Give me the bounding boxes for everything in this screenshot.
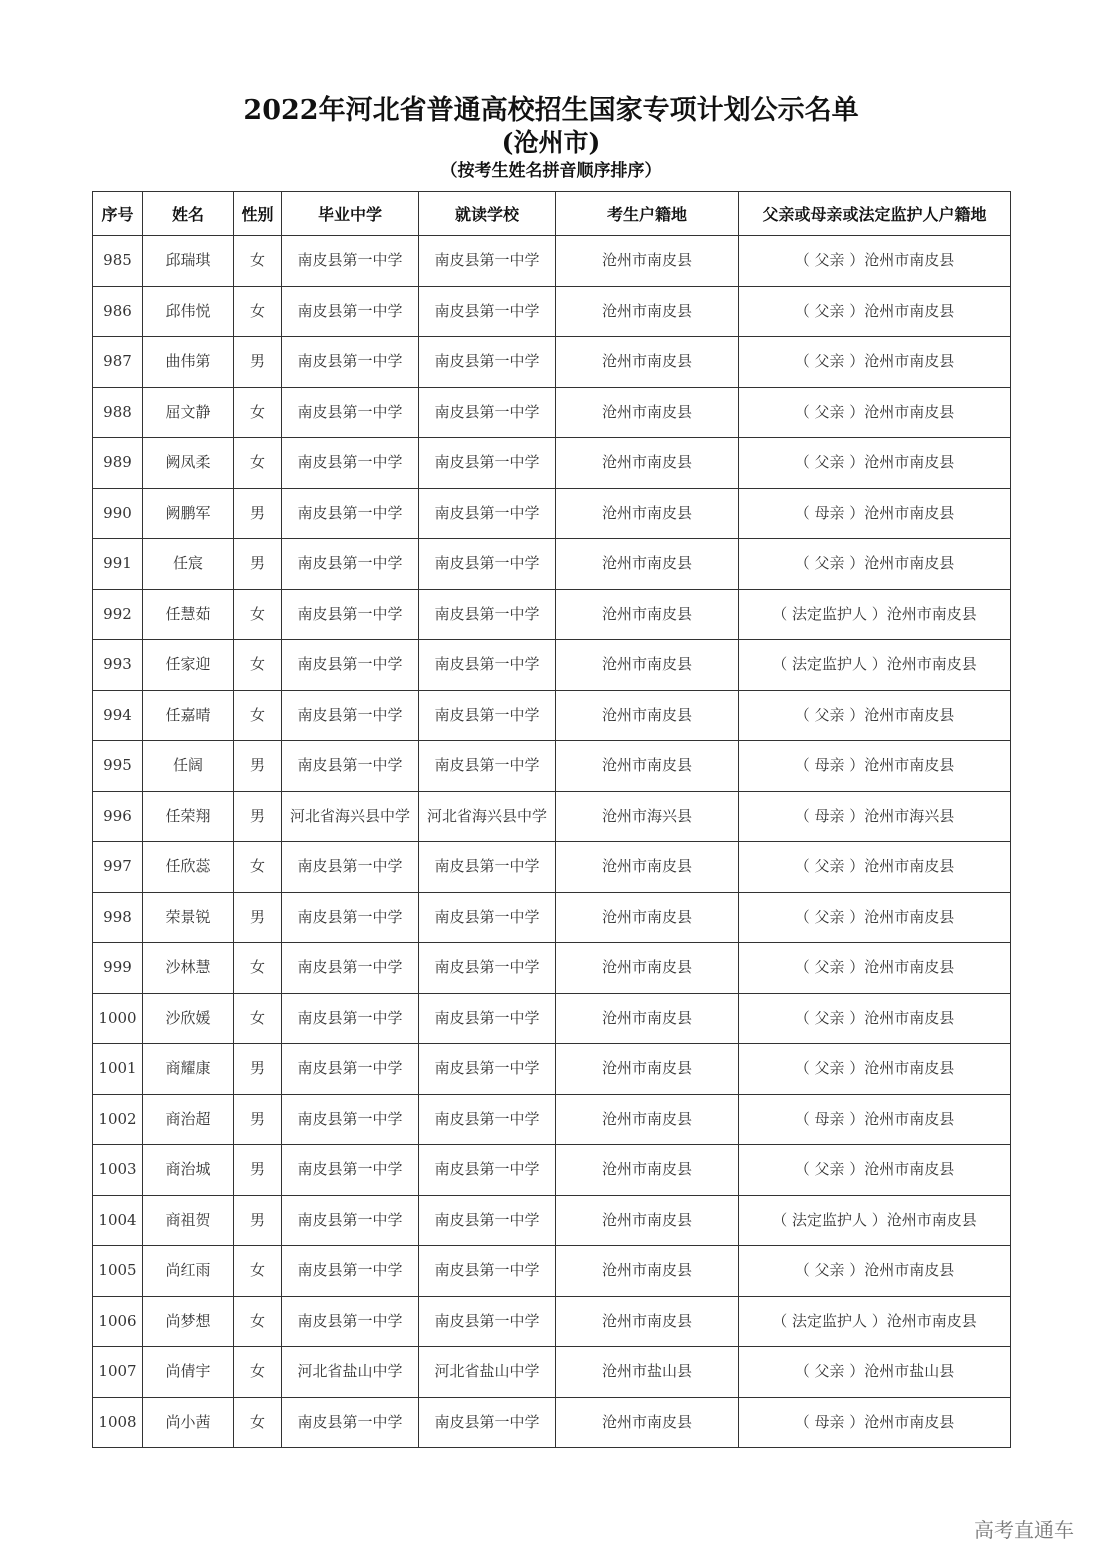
cell-guardian-residence: （ 母亲 ）沧州市南皮县 bbox=[739, 1094, 1011, 1145]
cell-current-school: 南皮县第一中学 bbox=[419, 488, 556, 539]
cell-guardian-residence: （ 父亲 ）沧州市南皮县 bbox=[739, 1044, 1011, 1095]
cell-name: 任家迎 bbox=[143, 640, 234, 691]
cell-name: 邱伟悦 bbox=[143, 286, 234, 337]
cell-residence: 沧州市南皮县 bbox=[556, 539, 739, 590]
cell-residence: 沧州市南皮县 bbox=[556, 337, 739, 388]
col-header-name: 姓名 bbox=[143, 192, 234, 236]
cell-gender: 男 bbox=[234, 539, 282, 590]
cell-gender: 女 bbox=[234, 690, 282, 741]
table-row bbox=[93, 791, 1011, 842]
table-row bbox=[93, 993, 1011, 1044]
table-row bbox=[93, 236, 1011, 287]
cell-gender: 女 bbox=[234, 943, 282, 994]
cell-index: 991 bbox=[93, 539, 143, 590]
sort-note: （按考生姓名拼音顺序排序） bbox=[440, 161, 662, 181]
cell-graduated-school: 南皮县第一中学 bbox=[282, 1246, 419, 1297]
table-row bbox=[93, 337, 1011, 388]
cell-graduated-school: 南皮县第一中学 bbox=[282, 741, 419, 792]
cell-graduated-school: 南皮县第一中学 bbox=[282, 286, 419, 337]
cell-guardian-residence: （ 父亲 ）沧州市南皮县 bbox=[739, 236, 1011, 287]
cell-current-school: 河北省海兴县中学 bbox=[419, 791, 556, 842]
cell-gender: 女 bbox=[234, 387, 282, 438]
cell-gender: 女 bbox=[234, 640, 282, 691]
cell-guardian-residence: （ 父亲 ）沧州市南皮县 bbox=[739, 438, 1011, 489]
cell-residence: 沧州市盐山县 bbox=[556, 1347, 739, 1398]
cell-graduated-school: 南皮县第一中学 bbox=[282, 1296, 419, 1347]
table-row bbox=[93, 286, 1011, 337]
cell-guardian-residence: （ 父亲 ）沧州市南皮县 bbox=[739, 387, 1011, 438]
cell-index: 1000 bbox=[93, 993, 143, 1044]
cell-graduated-school: 南皮县第一中学 bbox=[282, 1195, 419, 1246]
col-header-guardian-residence: 父亲或母亲或法定监护人户籍地 bbox=[739, 192, 1011, 236]
cell-gender: 女 bbox=[234, 993, 282, 1044]
cell-guardian-residence: （ 父亲 ）沧州市南皮县 bbox=[739, 943, 1011, 994]
cell-guardian-residence: （ 父亲 ）沧州市南皮县 bbox=[739, 690, 1011, 741]
cell-name: 任慧茹 bbox=[143, 589, 234, 640]
cell-gender: 女 bbox=[234, 286, 282, 337]
cell-residence: 沧州市南皮县 bbox=[556, 286, 739, 337]
cell-current-school: 南皮县第一中学 bbox=[419, 1145, 556, 1196]
cell-residence: 沧州市南皮县 bbox=[556, 640, 739, 691]
cell-gender: 女 bbox=[234, 1397, 282, 1448]
cell-gender: 女 bbox=[234, 1347, 282, 1398]
cell-guardian-residence: （ 法定监护人 ）沧州市南皮县 bbox=[739, 1195, 1011, 1246]
cell-index: 1006 bbox=[93, 1296, 143, 1347]
table-row bbox=[93, 488, 1011, 539]
cell-name: 沙欣媛 bbox=[143, 993, 234, 1044]
cell-residence: 沧州市南皮县 bbox=[556, 387, 739, 438]
cell-current-school: 南皮县第一中学 bbox=[419, 993, 556, 1044]
table-header-row bbox=[93, 192, 1011, 236]
col-header-gender: 性别 bbox=[234, 192, 282, 236]
col-header-current-school: 就读学校 bbox=[419, 192, 556, 236]
cell-current-school: 河北省盐山中学 bbox=[419, 1347, 556, 1398]
table-row bbox=[93, 1145, 1011, 1196]
cell-gender: 男 bbox=[234, 892, 282, 943]
cell-current-school: 南皮县第一中学 bbox=[419, 438, 556, 489]
cell-name: 商治超 bbox=[143, 1094, 234, 1145]
table-row bbox=[93, 1246, 1011, 1297]
cell-gender: 男 bbox=[234, 1094, 282, 1145]
cell-index: 1003 bbox=[93, 1145, 143, 1196]
cell-name: 曲伟第 bbox=[143, 337, 234, 388]
cell-guardian-residence: （ 父亲 ）沧州市南皮县 bbox=[739, 1246, 1011, 1297]
cell-name: 尚红雨 bbox=[143, 1246, 234, 1297]
cell-current-school: 南皮县第一中学 bbox=[419, 690, 556, 741]
watermark: 高考直通车 bbox=[974, 1518, 1074, 1542]
cell-residence: 沧州市南皮县 bbox=[556, 892, 739, 943]
table-row bbox=[93, 892, 1011, 943]
cell-gender: 女 bbox=[234, 842, 282, 893]
col-header-graduated-school: 毕业中学 bbox=[282, 192, 419, 236]
cell-index: 997 bbox=[93, 842, 143, 893]
cell-graduated-school: 南皮县第一中学 bbox=[282, 690, 419, 741]
cell-guardian-residence: （ 父亲 ）沧州市南皮县 bbox=[739, 286, 1011, 337]
cell-guardian-residence: （ 母亲 ）沧州市南皮县 bbox=[739, 488, 1011, 539]
table-row bbox=[93, 539, 1011, 590]
cell-current-school: 南皮县第一中学 bbox=[419, 640, 556, 691]
cell-gender: 男 bbox=[234, 488, 282, 539]
table-row bbox=[93, 1397, 1011, 1448]
cell-current-school: 南皮县第一中学 bbox=[419, 1044, 556, 1095]
cell-guardian-residence: （ 父亲 ）沧州市南皮县 bbox=[739, 842, 1011, 893]
cell-graduated-school: 南皮县第一中学 bbox=[282, 539, 419, 590]
cell-name: 商祖贺 bbox=[143, 1195, 234, 1246]
cell-graduated-school: 南皮县第一中学 bbox=[282, 387, 419, 438]
cell-guardian-residence: （ 母亲 ）沧州市南皮县 bbox=[739, 1397, 1011, 1448]
table-body bbox=[93, 236, 1011, 1448]
table-row bbox=[93, 640, 1011, 691]
cell-graduated-school: 南皮县第一中学 bbox=[282, 892, 419, 943]
cell-index: 1007 bbox=[93, 1347, 143, 1398]
cell-graduated-school: 南皮县第一中学 bbox=[282, 842, 419, 893]
cell-gender: 男 bbox=[234, 1145, 282, 1196]
cell-index: 994 bbox=[93, 690, 143, 741]
cell-residence: 沧州市南皮县 bbox=[556, 1397, 739, 1448]
cell-graduated-school: 河北省海兴县中学 bbox=[282, 791, 419, 842]
cell-index: 999 bbox=[93, 943, 143, 994]
cell-guardian-residence: （ 法定监护人 ）沧州市南皮县 bbox=[739, 1296, 1011, 1347]
cell-index: 988 bbox=[93, 387, 143, 438]
cell-current-school: 南皮县第一中学 bbox=[419, 337, 556, 388]
cell-current-school: 南皮县第一中学 bbox=[419, 387, 556, 438]
cell-residence: 沧州市南皮县 bbox=[556, 1094, 739, 1145]
cell-guardian-residence: （ 父亲 ）沧州市南皮县 bbox=[739, 892, 1011, 943]
cell-gender: 女 bbox=[234, 236, 282, 287]
cell-index: 986 bbox=[93, 286, 143, 337]
cell-index: 1005 bbox=[93, 1246, 143, 1297]
cell-gender: 男 bbox=[234, 1195, 282, 1246]
table-row bbox=[93, 1347, 1011, 1398]
cell-current-school: 南皮县第一中学 bbox=[419, 741, 556, 792]
cell-graduated-school: 南皮县第一中学 bbox=[282, 1094, 419, 1145]
cell-residence: 沧州市南皮县 bbox=[556, 1296, 739, 1347]
table-row bbox=[93, 842, 1011, 893]
cell-current-school: 南皮县第一中学 bbox=[419, 842, 556, 893]
cell-index: 1008 bbox=[93, 1397, 143, 1448]
cell-graduated-school: 南皮县第一中学 bbox=[282, 337, 419, 388]
cell-current-school: 南皮县第一中学 bbox=[419, 236, 556, 287]
table-row bbox=[93, 387, 1011, 438]
cell-name: 商治城 bbox=[143, 1145, 234, 1196]
document-subtitle: (沧州市) bbox=[501, 128, 601, 157]
cell-index: 987 bbox=[93, 337, 143, 388]
cell-gender: 女 bbox=[234, 589, 282, 640]
cell-name: 尚梦想 bbox=[143, 1296, 234, 1347]
cell-residence: 沧州市南皮县 bbox=[556, 438, 739, 489]
table-row bbox=[93, 943, 1011, 994]
cell-index: 993 bbox=[93, 640, 143, 691]
table-row bbox=[93, 741, 1011, 792]
cell-residence: 沧州市南皮县 bbox=[556, 1145, 739, 1196]
cell-index: 995 bbox=[93, 741, 143, 792]
cell-name: 任宸 bbox=[143, 539, 234, 590]
cell-current-school: 南皮县第一中学 bbox=[419, 286, 556, 337]
cell-gender: 男 bbox=[234, 1044, 282, 1095]
cell-guardian-residence: （ 法定监护人 ）沧州市南皮县 bbox=[739, 589, 1011, 640]
cell-current-school: 南皮县第一中学 bbox=[419, 943, 556, 994]
cell-name: 任嘉晴 bbox=[143, 690, 234, 741]
cell-name: 尚倩宇 bbox=[143, 1347, 234, 1398]
cell-gender: 男 bbox=[234, 791, 282, 842]
cell-graduated-school: 南皮县第一中学 bbox=[282, 1397, 419, 1448]
cell-name: 沙林慧 bbox=[143, 943, 234, 994]
cell-guardian-residence: （ 母亲 ）沧州市海兴县 bbox=[739, 791, 1011, 842]
cell-gender: 男 bbox=[234, 337, 282, 388]
cell-residence: 沧州市南皮县 bbox=[556, 236, 739, 287]
cell-current-school: 南皮县第一中学 bbox=[419, 1246, 556, 1297]
cell-graduated-school: 南皮县第一中学 bbox=[282, 589, 419, 640]
cell-current-school: 南皮县第一中学 bbox=[419, 539, 556, 590]
cell-gender: 女 bbox=[234, 1246, 282, 1297]
cell-current-school: 南皮县第一中学 bbox=[419, 1094, 556, 1145]
cell-residence: 沧州市南皮县 bbox=[556, 1195, 739, 1246]
cell-graduated-school: 南皮县第一中学 bbox=[282, 488, 419, 539]
cell-residence: 沧州市南皮县 bbox=[556, 1044, 739, 1095]
cell-guardian-residence: （ 父亲 ）沧州市南皮县 bbox=[739, 993, 1011, 1044]
cell-guardian-residence: （ 法定监护人 ）沧州市南皮县 bbox=[739, 640, 1011, 691]
cell-graduated-school: 河北省盐山中学 bbox=[282, 1347, 419, 1398]
cell-guardian-residence: （ 父亲 ）沧州市南皮县 bbox=[739, 337, 1011, 388]
cell-graduated-school: 南皮县第一中学 bbox=[282, 993, 419, 1044]
cell-residence: 沧州市南皮县 bbox=[556, 943, 739, 994]
cell-index: 985 bbox=[93, 236, 143, 287]
cell-residence: 沧州市南皮县 bbox=[556, 488, 739, 539]
col-header-index: 序号 bbox=[93, 192, 143, 236]
table-row bbox=[93, 1195, 1011, 1246]
table-row bbox=[93, 1044, 1011, 1095]
cell-index: 1002 bbox=[93, 1094, 143, 1145]
cell-name: 任阔 bbox=[143, 741, 234, 792]
cell-name: 荣景锐 bbox=[143, 892, 234, 943]
cell-guardian-residence: （ 父亲 ）沧州市南皮县 bbox=[739, 539, 1011, 590]
cell-graduated-school: 南皮县第一中学 bbox=[282, 438, 419, 489]
table-row bbox=[93, 690, 1011, 741]
col-header-residence: 考生户籍地 bbox=[556, 192, 739, 236]
cell-gender: 女 bbox=[234, 1296, 282, 1347]
document-title: 2022年河北省普通高校招生国家专项计划公示名单 bbox=[243, 95, 859, 126]
cell-graduated-school: 南皮县第一中学 bbox=[282, 640, 419, 691]
cell-name: 任欣蕊 bbox=[143, 842, 234, 893]
cell-current-school: 南皮县第一中学 bbox=[419, 1296, 556, 1347]
cell-residence: 沧州市南皮县 bbox=[556, 993, 739, 1044]
cell-name: 邱瑞琪 bbox=[143, 236, 234, 287]
cell-name: 屈文静 bbox=[143, 387, 234, 438]
cell-graduated-school: 南皮县第一中学 bbox=[282, 1044, 419, 1095]
table-row bbox=[93, 589, 1011, 640]
cell-guardian-residence: （ 母亲 ）沧州市南皮县 bbox=[739, 741, 1011, 792]
table-row bbox=[93, 1296, 1011, 1347]
cell-residence: 沧州市南皮县 bbox=[556, 741, 739, 792]
cell-name: 尚小茜 bbox=[143, 1397, 234, 1448]
cell-current-school: 南皮县第一中学 bbox=[419, 892, 556, 943]
table-row bbox=[93, 438, 1011, 489]
cell-graduated-school: 南皮县第一中学 bbox=[282, 236, 419, 287]
cell-residence: 沧州市海兴县 bbox=[556, 791, 739, 842]
table-row bbox=[93, 1094, 1011, 1145]
cell-guardian-residence: （ 父亲 ）沧州市南皮县 bbox=[739, 1145, 1011, 1196]
cell-name: 商耀康 bbox=[143, 1044, 234, 1095]
cell-index: 1004 bbox=[93, 1195, 143, 1246]
cell-name: 阙鹏军 bbox=[143, 488, 234, 539]
cell-current-school: 南皮县第一中学 bbox=[419, 1195, 556, 1246]
cell-gender: 男 bbox=[234, 741, 282, 792]
cell-index: 998 bbox=[93, 892, 143, 943]
student-list-table bbox=[92, 191, 1011, 1448]
cell-index: 989 bbox=[93, 438, 143, 489]
cell-index: 1001 bbox=[93, 1044, 143, 1095]
cell-name: 阙凤柔 bbox=[143, 438, 234, 489]
cell-residence: 沧州市南皮县 bbox=[556, 690, 739, 741]
cell-gender: 女 bbox=[234, 438, 282, 489]
cell-guardian-residence: （ 父亲 ）沧州市盐山县 bbox=[739, 1347, 1011, 1398]
cell-name: 任荣翔 bbox=[143, 791, 234, 842]
cell-residence: 沧州市南皮县 bbox=[556, 1246, 739, 1297]
cell-index: 996 bbox=[93, 791, 143, 842]
cell-graduated-school: 南皮县第一中学 bbox=[282, 1145, 419, 1196]
cell-index: 992 bbox=[93, 589, 143, 640]
cell-current-school: 南皮县第一中学 bbox=[419, 589, 556, 640]
cell-residence: 沧州市南皮县 bbox=[556, 589, 739, 640]
cell-index: 990 bbox=[93, 488, 143, 539]
cell-current-school: 南皮县第一中学 bbox=[419, 1397, 556, 1448]
cell-graduated-school: 南皮县第一中学 bbox=[282, 943, 419, 994]
cell-residence: 沧州市南皮县 bbox=[556, 842, 739, 893]
